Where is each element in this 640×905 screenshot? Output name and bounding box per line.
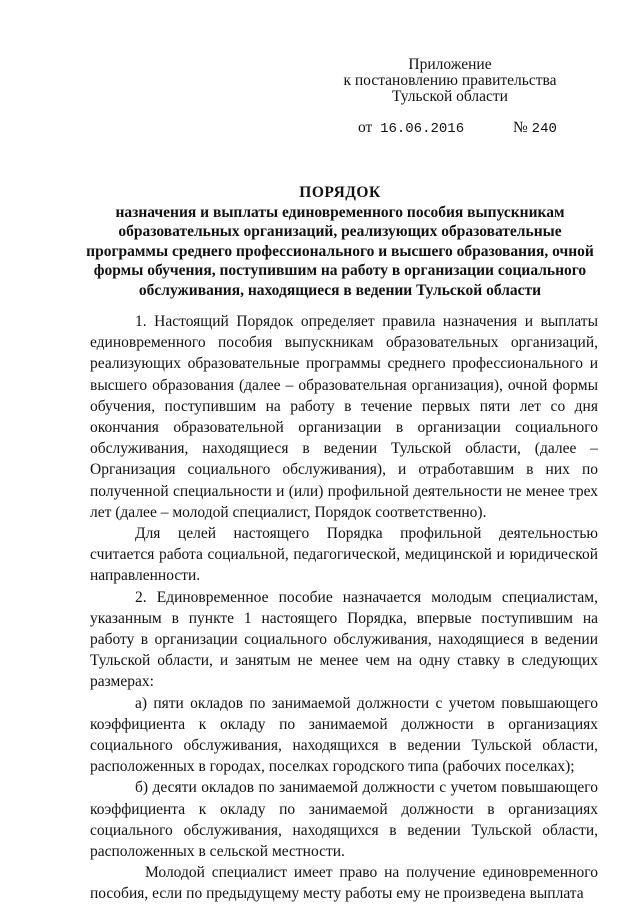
- document-body: [90, 311, 598, 905]
- date-prefix: от: [358, 119, 373, 136]
- appendix-label: Приложение: [408, 56, 492, 73]
- appendix-header: [300, 57, 600, 105]
- paragraph-2: Для целей настоящего Порядка профильной деятельностью считается работа социальной, педагогической, медицинской и юридической направленности.: [90, 525, 598, 585]
- document-subtitle: назначения и выплаты единовременного пособия выпускникам образовательных организаций, реализующих образовательные программы среднего профессионального и высшего образования, очной формы обучения, поступившим на работу в организации социального обслуживания, находящиеся в ведении Тульской области: [86, 203, 594, 299]
- paragraph-1: 1. Настоящий Порядок определяет правила назначения и выплаты единовременного пособия выпускникам образовательных организаций, реализующих образовательные программы среднего профессионального и высшего образования (далее – образовательная организация), очной формы обучения, поступившим на работу в течение первых пяти лет со дня окончания образовательной организации в организации социального обслуживания, находящиеся в ведении Тульской области, (далее – Организация социального обслуживания), и отработавшим в них по полученной специальности и (или) профильной деятельности не менее трех лет (далее – молодой специалист, Порядок соответственно).: [90, 313, 598, 521]
- paragraph-6: Молодой специалист имеет право на получение единовременного пособия, если по предыдущему месту работы ему не произведена выплата: [90, 864, 598, 903]
- appendix-region: Тульской области: [392, 88, 508, 105]
- appendix-resolution: к постановлению правительства: [343, 72, 557, 89]
- resolution-number-group: [513, 120, 557, 137]
- resolution-date: 16.06.2016: [380, 121, 465, 137]
- number-prefix: №: [513, 119, 528, 136]
- document-title-block: [80, 183, 600, 300]
- paragraph-4-item-a: а) пяти окладов по занимаемой должности с учетом повышающего коэффициента к окладу по занимаемой должности в организациях социального обслуживания, находящихся в ведении Тульской области, расположенных в городах, поселках городского типа (рабочих поселках);: [90, 694, 598, 776]
- paragraph-5-item-b: б) десяти окладов по занимаемой должности с учетом повышающего коэффициента к окладу по занимаемой должности в организациях социального обслуживания, находящихся в ведении Тульской области, расположенных в сельской местности.: [90, 779, 598, 861]
- resolution-date-number: [358, 120, 568, 137]
- resolution-number: 240: [531, 121, 557, 137]
- document-title: ПОРЯДОК: [299, 184, 381, 201]
- paragraph-3: 2. Единовременное пособие назначается молодым специалистам, указанным в пункте 1 настоящего Порядка, впервые поступившим на работу в организации социального обслуживания, находящиеся в ведении Тульской области, и занятым не менее чем на одну ставку в следующих размерах:: [90, 588, 598, 691]
